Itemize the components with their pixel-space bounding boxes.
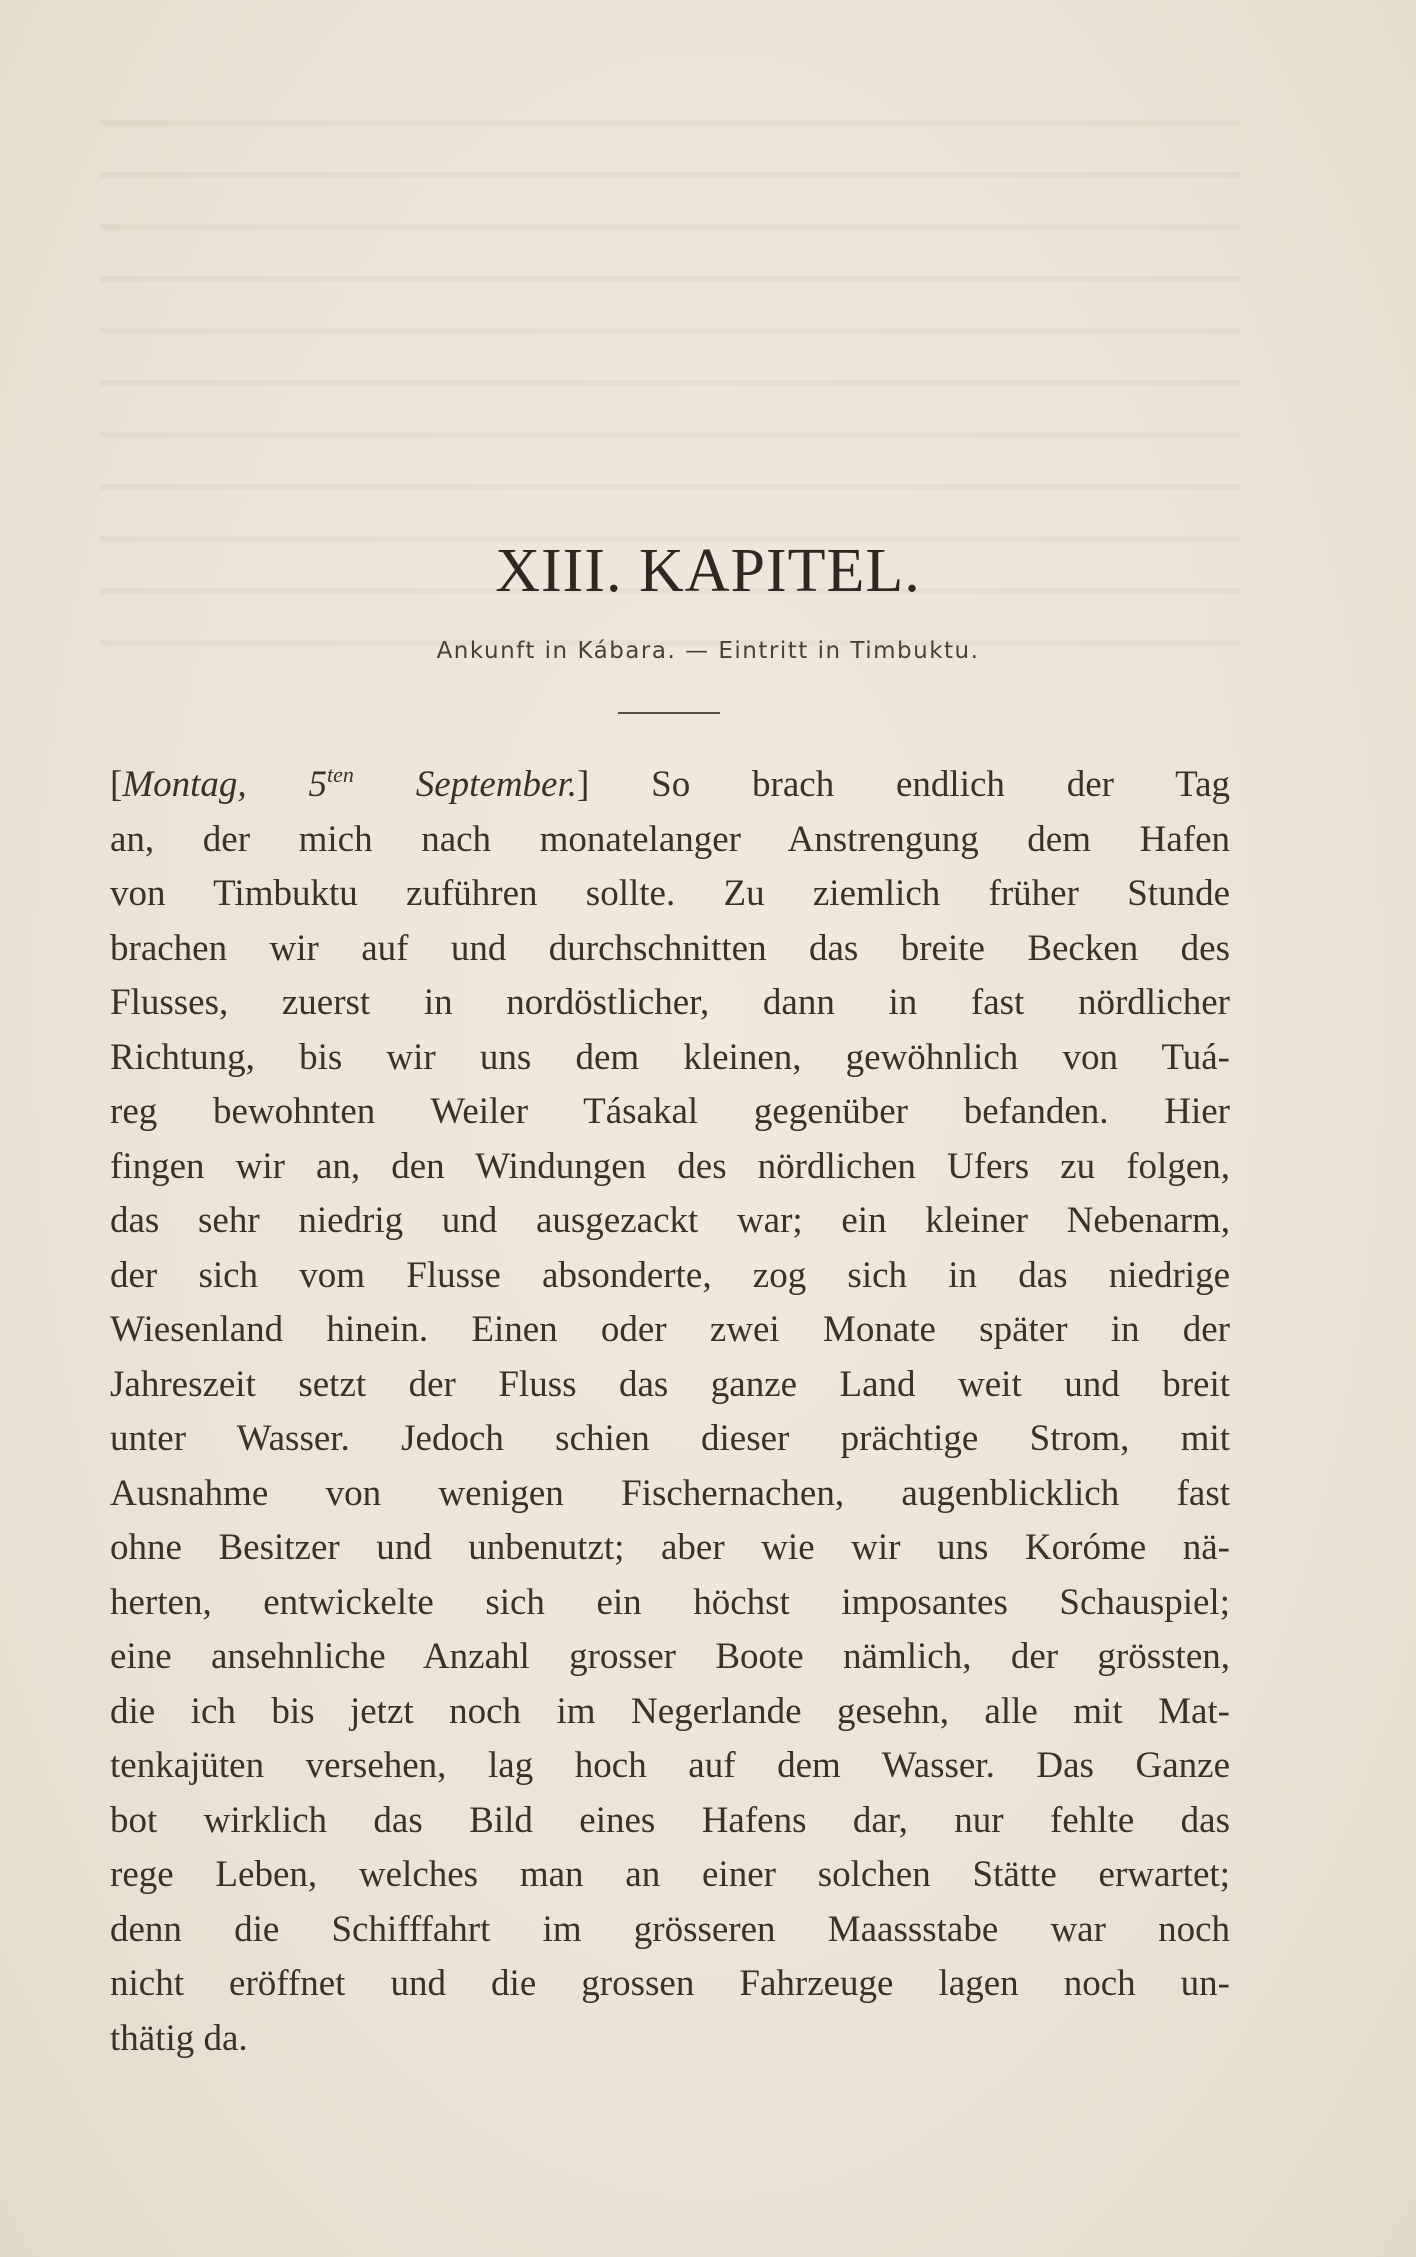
text-line: bot wirklich das Bild eines Hafens dar, nur fehlte das xyxy=(110,1799,1230,1841)
text-line: Flusses, zuerst in nordöstlicher, dann in fast nördlicher xyxy=(110,982,1230,1023)
text-line: an, der mich nach monatelanger Anstrengung dem Hafen xyxy=(110,818,1230,860)
date-month: September. xyxy=(415,764,578,805)
date-suffix: ten xyxy=(327,762,354,787)
text-line: fingen wir an, den Windungen des nördlichen Ufers zu folgen, xyxy=(110,1145,1230,1187)
text-line: unter Wasser. Jedoch schien dieser prächtige Strom, mit xyxy=(110,1418,1230,1459)
date-note xyxy=(110,764,589,805)
text-line: die ich bis jetzt noch im Negerlande gesehn, alle mit Mat- xyxy=(110,1690,1230,1732)
date-close-bracket: ] xyxy=(577,764,590,805)
text-line: eine ansehnliche Anzahl grosser Boote nämlich, der grössten, xyxy=(110,1636,1230,1677)
text-line: Ausnahme von wenigen Fischernachen, augenblicklich fast xyxy=(110,1472,1230,1514)
text-line: brachen wir auf und durchschnitten das breite Becken des xyxy=(110,927,1230,969)
first-line-text: So brach endlich der Tag xyxy=(651,764,1231,805)
text-line: tenkajüten versehen, lag hoch auf dem Wasser. Das Ganze xyxy=(110,1745,1230,1786)
text-line xyxy=(110,758,1230,813)
text-line: denn die Schifffahrt im grösseren Maassstabe war noch xyxy=(110,1908,1230,1950)
text-line: ohne Besitzer und unbenutzt; aber wie wir uns Koróme nä- xyxy=(110,1527,1230,1568)
date-number: 5 xyxy=(308,764,327,805)
date-day: Montag, xyxy=(122,764,247,805)
chapter-title: XIII. KAPITEL. xyxy=(495,537,921,605)
text-line: reg bewohnten Weiler Tásakal gegenüber befanden. Hier xyxy=(110,1091,1230,1132)
body-paragraph xyxy=(110,758,1230,2066)
text-line: das sehr niedrig und ausgezackt war; ein kleiner Nebenarm, xyxy=(110,1200,1230,1241)
text-line: herten, entwickelte sich ein höchst imposantes Schauspiel; xyxy=(110,1581,1230,1623)
text-line: nicht eröffnet und die grossen Fahrzeuge lagen noch un- xyxy=(110,1963,1230,2004)
text-line: Jahreszeit setzt der Fluss das ganze Land weit und breit xyxy=(110,1363,1230,1405)
text-line: rege Leben, welches man an einer solchen Stätte erwartet; xyxy=(110,1854,1230,1895)
text-line: thätig da. xyxy=(110,2017,248,2059)
chapter-subtitle: Ankunft in Kábara. — Eintritt in Timbuktu. xyxy=(436,638,980,664)
date-open-bracket: [ xyxy=(110,764,123,805)
section-divider xyxy=(618,712,720,714)
text-line: der sich vom Flusse absonderte, zog sich in das niedrige xyxy=(110,1254,1230,1296)
text-line: von Timbuktu zuführen sollte. Zu ziemlich früher Stunde xyxy=(110,873,1230,914)
text-line: Richtung, bis wir uns dem kleinen, gewöhnlich von Tuá- xyxy=(110,1036,1230,1078)
text-line: Wiesenland hinein. Einen oder zwei Monate später in der xyxy=(110,1309,1230,1350)
